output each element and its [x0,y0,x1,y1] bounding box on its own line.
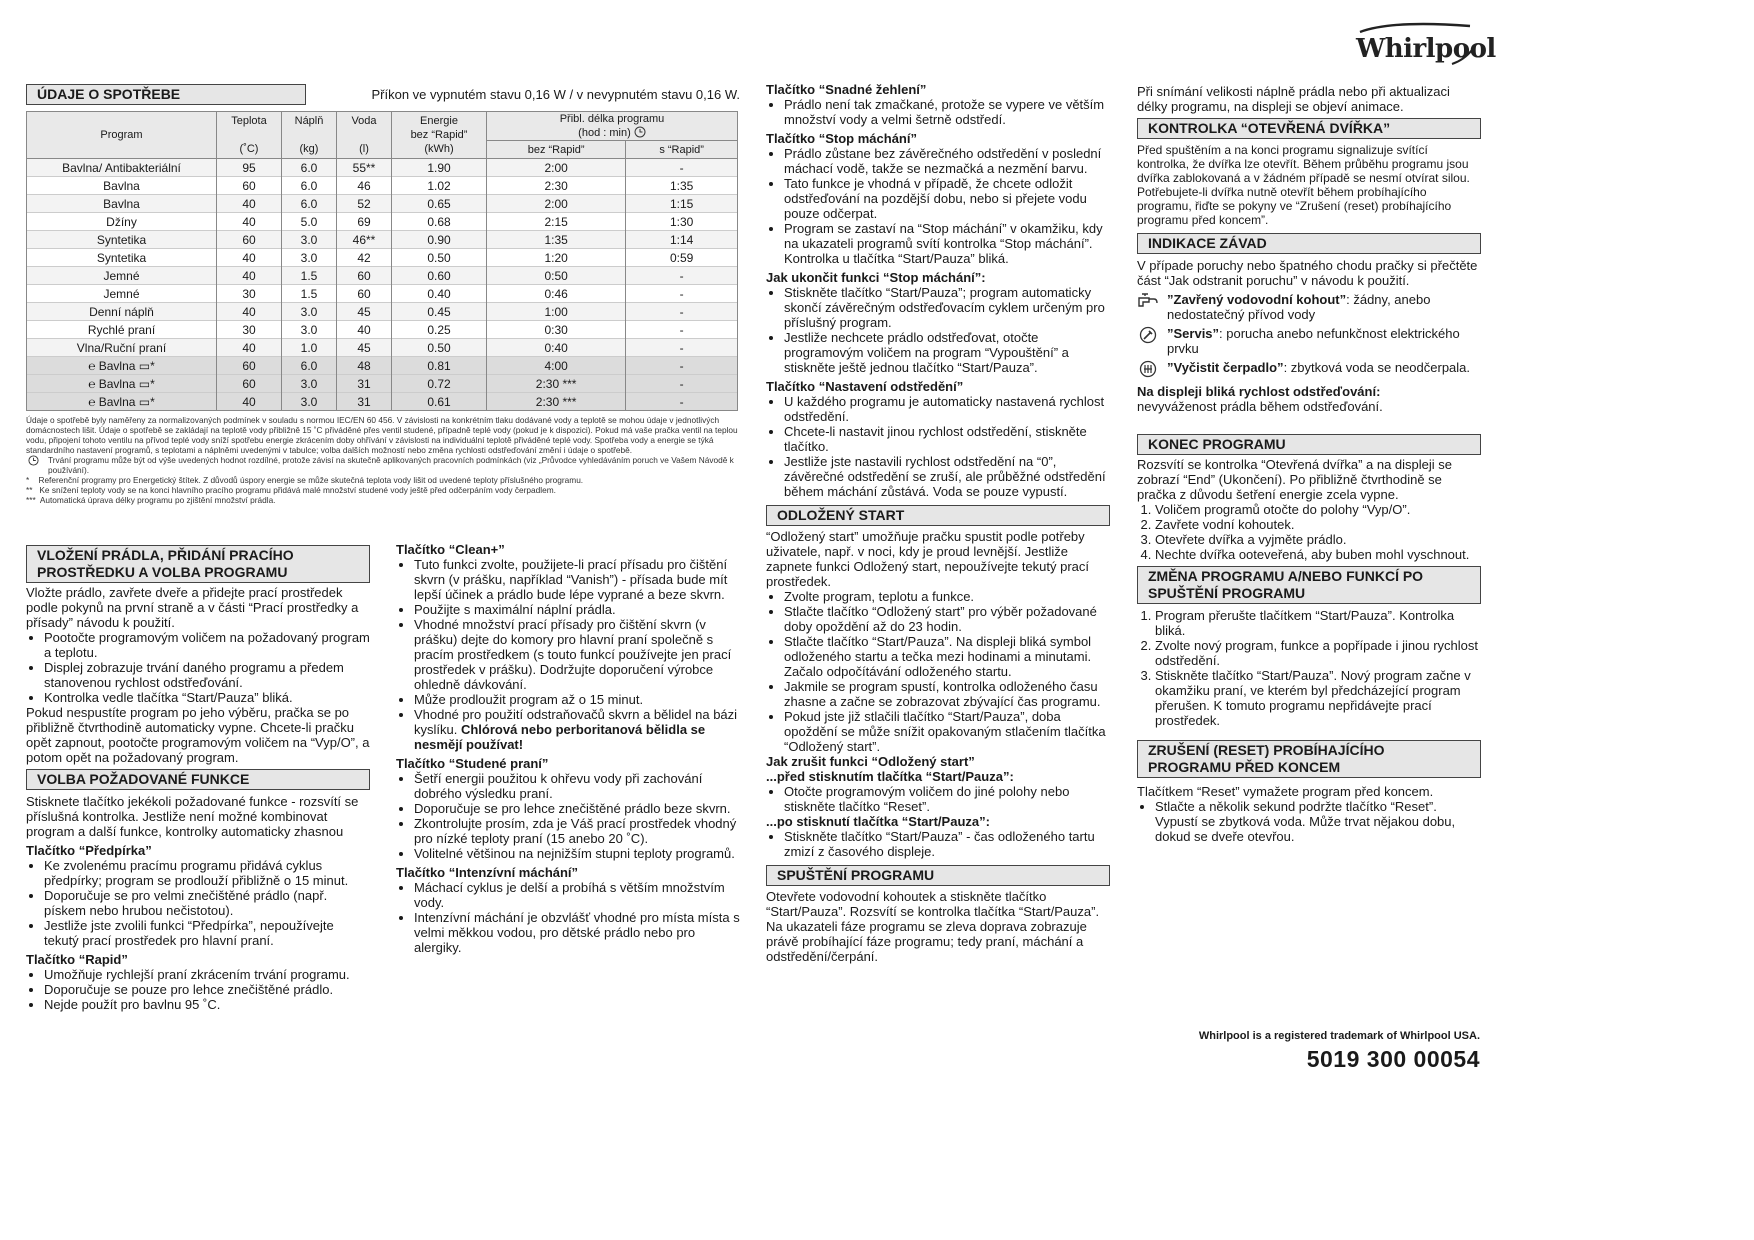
change-program-step: 3. Stiskněte tlačítko “Start/Pauza”. Nový program začne v okamžiku praní, ve kterém byl předcházející program přerušen. K tomuto programu nepřidávejte prací prostředek. [1155,668,1481,728]
end-program-text: Rozsvítí se kontrolka “Otevřená dvířka” a na displeji se zobrazí “End” (Ukončení). Po přibližně čtvrthodině se pračka z důvodu šetření energie zcela vypne. [1137,457,1453,502]
change-program-step: 2. Zvolte nový program, funkce a popřípade i jinou rychlost odstředění. [1155,638,1481,668]
loading-intro: Vložte prádlo, zavřete dveře a přidejte prací prostředek podle pokynů na první straně a v části “Prací prostředky a přísady” návodu k použití. [26,585,359,630]
reset-item: • Stlačte a několik sekund podržte tlačítko “Reset”. Vypustí se zbytková voda. Může trvat nějakou dobu, dokud se dveře otevřou. [1155,799,1481,844]
table-row [27,285,738,303]
cancel-after-item: • Stiskněte tlačítko “Start/Pauza” - čas odloženého tartu zmizí z časového displeje. [784,829,1110,859]
cell-rapid: - [626,393,738,411]
cell-rapid: - [626,357,738,375]
cancel-delay-title: Jak zrušit funkci “Odložený start” [766,754,975,769]
door-indicator-text: Před spuštěním a na konci programu signalizuje svítící kontrolka, že dvířka lze otevřít. Během průběhu programu jsou dvířka zablokovaná a v žádném případě se nesmí otvírat silou. [1137,143,1470,185]
loading-outro: Pokud nespustíte program po jeho výběru, pračka se po přibližně čtvrthodině automaticky vypne. Chcete-li pračku opět zapnout, pootočte programovým voličem na “Vyp/O”, a potom opět na požadovaný program. [26,705,370,765]
cancel-before-list [766,784,1110,814]
cell-energy: 1.90 [392,159,487,177]
delay-start-title: ODLOŽENÝ START [766,505,1110,526]
cell-temp: 40 [217,303,282,321]
cell-rapid: 1:15 [626,195,738,213]
cell-dur: 0:46 [487,285,626,303]
cell-energy: 1.02 [392,177,487,195]
cell-temp: 60 [217,231,282,249]
cell-program: ℮ Bavlna ▭* [27,393,217,411]
end-rinse-hold-list [766,285,1110,375]
col-program: Program [27,112,217,159]
note-1: Údaje o spotřebě byly naměřeny za normalizovaných podmínek v souladu s normou IEC/EN 60 456. V závislosti na konkrétním tlaku dodávané vody a teplotě se mohou údaje v jednotlivých domácnostech lišit. Údaje o spotřebě se zakládají na teplotě vody přibližně 15 ˚C přiváděné přes ventil studené, případně teplé vody (pokud je k dispozici). Pokud má vaše pračka ventil na teplou vodu, připojení tohoto ventilu na přívod teplé vody sníží spotřebu energie zkrácením doby ohřívání v závislosti na individuální teplotě přiváděné teplé vody. Spotřeba vody a energie se týká standardního nastavení programů, s teplotami a náplněmi uvedenými v tabulce; volba dalších možností nebo změna rychlosti odstřeďování změní i údaje o spotřebě. [26,415,738,455]
functions-column [396,542,742,955]
cell-program: Jemné [27,267,217,285]
cell-dur: 2:30 *** [487,375,626,393]
fault-item: ”Servis”: porucha anebo nefunkčnost elektrického prvku [1137,326,1481,356]
cell-program: Jemné [27,285,217,303]
cell-energy: 0.25 [392,321,487,339]
loading-title: VLOŽENÍ PRÁDLA, PŘIDÁNÍ PRACÍHO PROSTŘEDKU A VOLBA PROGRAMU [26,545,370,583]
delay-start-item: • Stlačte tlačítko “Odložený start” pro výběr požadované doby opoždění až do 23 hodin. [784,604,1110,634]
cell-temp: 30 [217,285,282,303]
clean-item: • Vhodné množství prací přísady pro čištění skvrn (v prášku) dejte do komory pro hlavní praní společně s pracím prostředkem (s touto funkcí používejte jen prací prostředek v prášku). Dodržujte doporučení výrobce ohledně dávkování. [414,617,742,692]
cell-energy: 0.50 [392,339,487,357]
whirlpool-logo [1352,20,1496,70]
loading-step: • Kontrolka vedle tlačítka “Start/Pauza” bliká. [44,690,370,705]
cell-dur: 2:30 *** [487,393,626,411]
rapid-item: • Nejde použít pro bavlnu 95 ˚C. [44,997,370,1012]
spin-item: • U každého programu je automaticky nastavená rychlost odstředění. [784,394,1110,424]
document-code: 5019 300 00054 [1306,1046,1480,1072]
cancel-after-list [766,829,1110,859]
cell-load: 6.0 [282,195,337,213]
col-water: Voda (l) [337,112,392,159]
table-row [27,267,738,285]
cell-program: ℮ Bavlna ▭* [27,357,217,375]
consumption-notes [26,415,740,505]
cold-wash-title: Tlačítko “Studené praní” [396,756,549,771]
cell-temp: 30 [217,321,282,339]
col-without-rapid: bez “Rapid” [487,141,626,159]
note-4: ** Ke snížení teploty vody se na konci hlavního pracího programu přidává malé množství studené vody ještě před odčerpáním vody čerpadlem. [26,485,556,495]
cell-load: 3.0 [282,231,337,249]
cell-water: 42 [337,249,392,267]
cell-rapid: 1:30 [626,213,738,231]
door-indicator-title: KONTROLKA “OTEVŘENÁ DVÍŘKA” [1137,118,1481,139]
loading-steps [26,630,370,705]
easy-iron-item: • Prádlo není tak zmačkané, protože se vypere ve větším množství vody a velmi šetrně odstředí. [784,97,1110,127]
col-duration: Přibl. délka programu (hod : min) [487,112,738,141]
cell-rapid: - [626,303,738,321]
table-row [27,339,738,357]
table-row [27,177,738,195]
cell-water: 69 [337,213,392,231]
rinse-hold-item: • Tato funkce je vhodná v případě, že chcete odložit odstřeďování na pozdější dobu, nebo si přejete vodu pouze odčerpat. [784,176,1110,221]
delay-start-item: • Pokud jste již stlačili tlačítko “Start/Pauza”, doba opoždění se může snížit opakovaným stlačením tlačítka “Odložený start”. [784,709,1110,754]
col-temp: Teplota (˚C) [217,112,282,159]
cell-rapid: - [626,159,738,177]
cell-temp: 40 [217,249,282,267]
cell-dur: 2:30 [487,177,626,195]
cancel-after-title: ...po stisknutí tlačítka “Start/Pauza”: [766,814,990,829]
fault-title: INDIKACE ZÁVAD [1137,233,1481,254]
cell-energy: 0.81 [392,357,487,375]
cell-dur: 0:40 [487,339,626,357]
cell-temp: 40 [217,393,282,411]
cold-wash-item: • Doporučuje se pro lehce znečištěné prádlo beze skvrn. [414,801,742,816]
cell-dur: 2:15 [487,213,626,231]
cell-water: 48 [337,357,392,375]
table-row [27,195,738,213]
cell-water: 46** [337,231,392,249]
note-5: *** Automatická úprava délky programu po zjištění množství prádla. [26,495,276,505]
cell-dur: 1:00 [487,303,626,321]
cell-energy: 0.40 [392,285,487,303]
col-load: Náplň (kg) [282,112,337,159]
cell-dur: 1:35 [487,231,626,249]
cell-load: 6.0 [282,357,337,375]
cell-dur: 1:20 [487,249,626,267]
cell-water: 31 [337,393,392,411]
cell-dur: 4:00 [487,357,626,375]
table-row [27,159,738,177]
cell-load: 3.0 [282,303,337,321]
change-program-title: ZMĚNA PROGRAMU A/NEBO FUNKCÍ PO SPUŠTĚNÍ PROGRAMU [1137,566,1481,604]
easy-iron-title: Tlačítko “Snadné žehlení” [766,82,927,97]
cell-load: 5.0 [282,213,337,231]
rinse-hold-title: Tlačítko “Stop máchání” [766,131,917,146]
function-select-title: VOLBA POŽADOVANÉ FUNKCE [26,769,370,790]
cell-rapid: - [626,285,738,303]
table-row [27,357,738,375]
reset-text: Tlačítkem “Reset” vymažete program před koncem. [1137,784,1434,799]
fault-item: ”Zavřený vodovodní kohout”: žádny, anebo nedostatečný přívod vody [1137,292,1481,322]
cell-temp: 40 [217,195,282,213]
cell-rapid: 1:14 [626,231,738,249]
rapid-list [26,967,370,1012]
cell-temp: 40 [217,213,282,231]
end-program-step: 4. Nechte dvířka ooteveřená, aby buben mohl vyschnout. [1155,547,1481,562]
consumption-table-body [27,159,738,411]
end-program-step: 3. Otevřete dvířka a vyjměte prádlo. [1155,532,1481,547]
cell-rapid: 1:35 [626,177,738,195]
table-row [27,249,738,267]
change-program-step: 1. Program přerušte tlačítkem “Start/Pauza”. Kontrolka bliká. [1155,608,1481,638]
cell-load: 6.0 [282,177,337,195]
status-column [1137,84,1481,844]
spin-item: • Jestliže jste nastavili rychlost odstředění na “0”, závěrečné odstředění se zruší, ale průběžné odstředění během máchání zůstává. Voda se pouze vypustí. [784,454,1110,499]
service-icon [1137,326,1159,344]
intense-rinse-item: • Intenzívní máchání je obzvlášť vhodné pro místa místa s velmi měkkou vodou, pro dětské prádlo nebo pro alergiky. [414,910,742,955]
cell-dur: 0:30 [487,321,626,339]
cell-energy: 0.60 [392,267,487,285]
fault-item: ”Vyčistit čerpadlo”: zbytková voda se neodčerpala. [1137,360,1481,378]
door-indicator-text2: Potřebujete-li dvířka nutně otevřít během probíhajícího programu, řiďte se pokyny ve “Zrušení (reset) probíhajícího programu před koncem”. [1137,185,1452,227]
delay-start-intro: “Odložený start” umožňuje pračku spustit podle potřeby uživatele, např. v noci, kdy je proud levnější. Jestliže zapnete funkci Odložený start, nepoužívejte tekutý prací prostředek. [766,529,1090,589]
cell-water: 40 [337,321,392,339]
intense-rinse-list [396,880,742,955]
cell-water: 60 [337,285,392,303]
loading-section [26,545,370,1012]
clean-item: • Může prodloužit program až o 15 minut. [414,692,742,707]
prewash-item: • Doporučuje se pro velmi znečištěné prádlo (např. pískem nebo hrubou nečistotou). [44,888,370,918]
cell-program: ℮ Bavlna ▭* [27,375,217,393]
cell-energy: 0.50 [392,249,487,267]
cell-program: Vlna/Ruční praní [27,339,217,357]
cell-load: 1.0 [282,339,337,357]
consumption-section [26,84,740,505]
spin-blink-title: Na displeji bliká rychlost odstřeďování: [1137,384,1381,399]
cell-temp: 60 [217,375,282,393]
clock-icon [28,455,39,466]
cell-load: 3.0 [282,249,337,267]
rapid-title: Tlačítko “Rapid” [26,952,128,967]
cancel-before-title: ...před stisknutím tlačítka “Start/Pauza”: [766,769,1014,784]
delay-start-list [766,589,1110,754]
cell-rapid: 0:59 [626,249,738,267]
cell-water: 45 [337,339,392,357]
function-select-intro: Stisknete tlačítko jekékoli požadované funkce - rozsvítí se příslušná kontrolka. Jestliže není možné kombinovat program a další funkce, kontrolky automaticky zhasnou [26,794,359,839]
end-rinse-hold-item: • Stiskněte tlačítko “Start/Pauza”; program automaticky skončí závěrečným odstřeďovacím cyklem určeným pro příslušný program. [784,285,1110,330]
cell-temp: 95 [217,159,282,177]
cold-wash-item: • Šetří energii použitou k ohřevu vody při zachování dobrého výsledku praní. [414,771,742,801]
cold-wash-item: • Zkontrolujte prosím, zda je Váš prací prostředek vhodný pro nízké teploty praní (15 anebo 20 ˚C). [414,816,742,846]
table-row [27,321,738,339]
cell-load: 3.0 [282,375,337,393]
intense-rinse-title: Tlačítko “Intenzívní máchání” [396,865,579,880]
cell-load: 1.5 [282,267,337,285]
delay-start-item: • Zvolte program, teplotu a funkce. [784,589,1110,604]
loading-step: • Displej zobrazuje trvání daného programu a předem stanovenou rychlost odstřeďování. [44,660,370,690]
cell-water: 52 [337,195,392,213]
cell-water: 60 [337,267,392,285]
cell-rapid: - [626,267,738,285]
cell-program: Džíny [27,213,217,231]
loading-step: • Pootočte programovým voličem na požadovaný program a teplotu. [44,630,370,660]
cell-temp: 60 [217,357,282,375]
clean-title: Tlačítko “Clean+” [396,542,505,557]
prewash-title: Tlačítko “Předpírka” [26,843,152,858]
animation-note: Při snímání velikosti náplně prádla nebo při aktualizaci délky programu, na displeji se objeví animace. [1137,84,1450,114]
table-row [27,303,738,321]
rapid-item: • Doporučuje se pouze pro lehce znečištěné prádlo. [44,982,370,997]
cell-energy: 0.68 [392,213,487,231]
cell-load: 1.5 [282,285,337,303]
start-program-text: Otevřete vodovodní kohoutek a stiskněte tlačítko “Start/Pauza”. Rozsvítí se kontrolka tlačítka “Start/Pauza”. Na ukazateli fáze programu se zleva doprava zobrazuje právě probíhající fáze programu; tedy praní, máchání a odstředění/čerpání. [766,889,1100,964]
note-3: * Referenční programy pro Energetický štítek. Z důvodů úspory energie se může skutečná teplota vody lišit od uvedené teploty příslušného programu. [26,475,584,485]
cell-energy: 0.45 [392,303,487,321]
cell-rapid: - [626,339,738,357]
consumption-table [26,111,738,411]
cell-temp: 40 [217,339,282,357]
cell-rapid: - [626,321,738,339]
cell-load: 6.0 [282,159,337,177]
reset-list [1137,799,1481,844]
table-row [27,231,738,249]
fault-intro: V případe poruchy nebo špatného chodu pračky si přečtěte část “Jak odstranit poruchu” v návodu k použití. [1137,258,1478,288]
standby-power: Příkon ve vypnutém stavu 0,16 W / v nevypnutém stavu 0,16 W. [371,87,740,102]
cell-dur: 0:50 [487,267,626,285]
cell-water: 31 [337,375,392,393]
cell-program: Bavlna [27,177,217,195]
note-2: Trvání programu může být od výše uvedených hodnot rozdílné, protože závisí na skutečně aplikovaných pracovních podmínkách (viz „Průvodce vyhledáváním poruch ve Vašem Návodě k používání). [26,455,740,475]
easy-iron-list [766,97,1110,127]
cell-program: Bavlna [27,195,217,213]
brand-name: Whirlpool [1356,34,1496,64]
table-row [27,375,738,393]
cell-program: Syntetika [27,231,217,249]
cell-program: Bavlna/ Antibakteriální [27,159,217,177]
end-rinse-hold-item: • Jestliže nechcete prádlo odstřeďovat, otočte programovým voličem na program “Vypouštění” a stiskněte ještě jednou tlačítko “Start/Pauza”. [784,330,1110,375]
clean-item: • Tuto funkci zvolte, použijete-li prací přísadu pro čištění skvrn (v prášku, například “Vanish”) - přísada bude mít lepší účinek a prádlo bude lépe vyprané a beze skvrn. [414,557,742,602]
reset-title: ZRUŠENÍ (RESET) PROBÍHAJÍCÍHO PROGRAMU PŘED KONCEM [1137,740,1481,778]
prewash-list [26,858,370,948]
clean-list [396,557,742,752]
pump-icon [1137,360,1159,378]
options-column [766,82,1110,964]
end-program-step: 1. Voličem programů otočte do polohy “Vyp/O”. [1155,502,1481,517]
cell-load: 3.0 [282,321,337,339]
rinse-hold-item: • Prádlo zůstane bez závěrečného odstředění v poslední máchací vodě, takže se nezmačká a nezmění barvu. [784,146,1110,176]
start-program-title: SPUŠTĚNÍ PROGRAMU [766,865,1110,886]
cell-dur: 2:00 [487,159,626,177]
cell-temp: 60 [217,177,282,195]
change-program-steps [1137,608,1481,728]
clean-item: • Vhodné pro použití odstraňovačů skvrn a bělidel na bázi kyslíku. Chlórová nebo perboritanová bělidla se nesmějí používat! [414,707,742,752]
delay-start-item: • Stlačte tlačítko “Start/Pauza”. Na displeji bliká symbol odloženého startu a tečka mezi hodinami a minutami. Začalo odpočítávání odloženého startu. [784,634,1110,679]
cancel-before-item: • Otočte programovým voličem do jiné polohy nebo stiskněte tlačítko “Reset”. [784,784,1110,814]
clean-item: • Použijte s maximální náplní prádla. [414,602,742,617]
cell-water: 46 [337,177,392,195]
rapid-item: • Umožňuje rychlejší praní zkrácením trvání programu. [44,967,370,982]
table-row [27,393,738,411]
cell-energy: 0.72 [392,375,487,393]
clock-icon [634,126,646,138]
cell-program: Syntetika [27,249,217,267]
end-rinse-hold-title: Jak ukončit funkci “Stop máchání”: [766,270,986,285]
end-program-title: KONEC PROGRAMU [1137,434,1481,455]
cell-program: Denní náplň [27,303,217,321]
spin-blink-text: nevyváženost prádla během odstřeďování. [1137,399,1383,414]
cold-wash-list [396,771,742,861]
rinse-hold-item: • Program se zastaví na “Stop máchání” v okamžiku, kdy na ukazateli programů svítí kontrolka “Stop máchání”. Kontrolka u tlačítka “Start/Pauza” bliká. [784,221,1110,266]
cell-rapid: - [626,375,738,393]
cell-energy: 0.90 [392,231,487,249]
tap-icon [1137,292,1159,310]
fault-list [1137,292,1481,378]
end-program-step: 2. Zavřete vodní kohoutek. [1155,517,1481,532]
col-energy: Energie bez “Rapid” (kWh) [392,112,487,159]
trademark-notice: Whirlpool is a registered trademark of Whirlpool USA. [1198,1030,1480,1042]
rinse-hold-list [766,146,1110,266]
intense-rinse-item: • Máchací cyklus je delší a probíhá s větším množstvím vody. [414,880,742,910]
cell-energy: 0.65 [392,195,487,213]
prewash-item: • Jestliže jste zvolili funkci “Předpírka”, nepoužívejte tekutý prací prostředek pro hlavní praní. [44,918,370,948]
delay-start-item: • Jakmile se program spustí, kontrolka odloženého času zhasne a začne se zobrazovat zbývající čas programu. [784,679,1110,709]
cell-load: 3.0 [282,393,337,411]
cell-dur: 2:00 [487,195,626,213]
spin-list [766,394,1110,499]
cell-water: 45 [337,303,392,321]
spin-item: • Chcete-li nastavit jinou rychlost odstředění, stiskněte tlačítko. [784,424,1110,454]
cell-water: 55** [337,159,392,177]
end-program-steps [1137,502,1481,562]
table-row [27,213,738,231]
cell-energy: 0.61 [392,393,487,411]
cell-program: Rychlé praní [27,321,217,339]
cell-temp: 40 [217,267,282,285]
cold-wash-item: • Volitelné většinou na nejnižším stupni teploty programů. [414,846,742,861]
prewash-item: • Ke zvolenému pracímu programu přidává cyklus předpírky; program se prodlouží přibližně o 15 minut. [44,858,370,888]
col-with-rapid: s “Rapid” [626,141,738,159]
spin-title: Tlačítko “Nastavení odstředění” [766,379,964,394]
consumption-title: ÚDAJE O SPOTŘEBE [26,84,306,105]
